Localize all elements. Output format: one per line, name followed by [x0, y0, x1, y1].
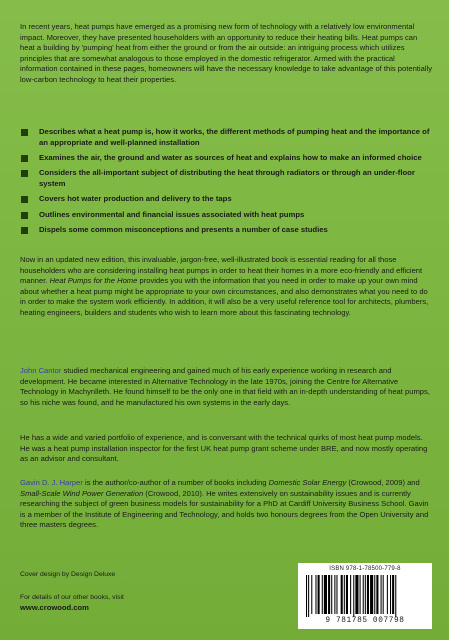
barcode-bar: [331, 575, 332, 614]
barcode-bar: [365, 575, 366, 614]
barcode-bar: [387, 575, 388, 614]
barcode-bar: [360, 575, 361, 614]
edition-text: Now in an updated new edition, this invaluable, jargon-free, well-illustrated book is essential reading for all those householders who are considering installing heat pumps in order to heat their homes in a more eco-friendly and efficient manner.: [20, 255, 423, 286]
barcode-bar: [395, 575, 396, 617]
publisher-details: [20, 593, 124, 613]
barcode-bar: [322, 575, 323, 614]
feature-text: Describes what a heat pump is, how it works, the different methods of pumping heat and the importance of an appropriate and well-planned installation: [39, 127, 430, 147]
feature-list: [20, 127, 432, 241]
intro-paragraph: In recent years, heat pumps have emerged as a promising new form of technology with a relatively low environmental impact. Moreover, they have presented householders with an opportunity to reduce their heating bills. Heat pumps can heat a building by 'pumping' heat from either the ground or from the air outside: an intriguing process which utilizes principles that are somewhat analogous to those employed in the domestic refrigerator. Armed with the practical information contained in these pages, homeowners will have the necessary knowledge to take advantage of this potentially low-carbon technology to heat their properties.: [20, 22, 433, 84]
bullet-square-icon: [21, 227, 28, 234]
barcode-bar: [344, 575, 345, 614]
barcode-bar: [390, 575, 391, 614]
details-line: For details of our other books, visit: [20, 594, 124, 601]
feature-text: Considers the all-important subject of distributing the heat through radiators or through an under-floor system: [39, 168, 415, 188]
barcode-bar: [392, 575, 394, 614]
author-bio-cantor: [20, 366, 434, 408]
barcode-bar: [346, 575, 348, 614]
barcode-bar: [311, 575, 312, 614]
author-bio-harper: [20, 478, 434, 531]
barcode-bar: [306, 575, 307, 617]
feature-item: [20, 194, 432, 205]
author-bio-cantor-continued: He has a wide and varied portfolio of experience, and is conversant with the technical quirks of most heat pump models. He was a heat pump installation inspector for the first UK heat pump grant scheme under BRE, and now mostly operating as an advisor and consultant.: [20, 433, 428, 464]
feature-text: Examines the air, the ground and water as sources of heat and explains how to make an informed choice: [39, 152, 422, 162]
author-name: Gavin D. J. Harper: [20, 478, 83, 487]
feature-text: Outlines environmental and financial issues associated with heat pumps: [39, 209, 305, 219]
barcode-icon: [306, 575, 424, 617]
barcode-bar: [350, 575, 351, 614]
bullet-square-icon: [21, 155, 28, 162]
author-name: John Cantor: [20, 366, 62, 375]
barcode-bar: [318, 575, 320, 614]
book-title: Domestic Solar Energy: [268, 478, 347, 487]
barcode-digits: 9 781785 007798: [325, 617, 405, 625]
barcode-bar: [381, 575, 382, 614]
isbn-label: ISBN 978-1-78500-779-8: [329, 566, 401, 572]
bullet-square-icon: [21, 170, 28, 177]
barcode-bar: [315, 575, 316, 614]
bullet-square-icon: [21, 129, 28, 136]
barcode-bar: [324, 575, 327, 614]
barcode-bar: [334, 575, 335, 614]
feature-item: [20, 225, 432, 236]
barcode-bar: [353, 575, 354, 617]
author-bio-text: (Crowood, 2009) and: [346, 478, 420, 487]
barcode-bar: [376, 575, 378, 614]
feature-item: [20, 210, 432, 221]
barcode-bar: [308, 575, 309, 617]
barcode-bar: [355, 575, 358, 614]
barcode-bar: [370, 575, 373, 614]
bullet-square-icon: [21, 212, 28, 219]
book-title: Small-Scale Wind Power Generation: [20, 488, 144, 498]
barcode-bar: [336, 575, 337, 614]
edition-paragraph: [20, 255, 434, 319]
barcode-bar: [383, 575, 384, 614]
barcode-bar: [363, 575, 364, 614]
bullet-square-icon: [21, 196, 28, 203]
barcode-bar: [367, 575, 369, 614]
barcode-bar: [328, 575, 330, 614]
cover-design-credit: Cover design by Design Deluxe: [20, 571, 116, 578]
barcode-panel: [298, 563, 432, 629]
author-bio-text: studied mechanical engineering and gained much of his early experience working in research and development. He became interested in Alternative Technology in the late 1970s, joining the Centre for Alternative Technology in Machynlleth. He found himself to be the only one in that field with an in-depth understanding of heat pumps, so his niche was found, and he manufactured his own systems in the early days.: [20, 366, 430, 407]
feature-item: [20, 168, 432, 189]
book-title: Heat Pumps for the Home: [49, 276, 138, 286]
feature-text: Covers hot water production and delivery to the taps: [39, 194, 232, 204]
edition-text: provides you with the information that you need in order to make up your own mind about whether a heat pump might be appropriate to your own circumstances, and also demonstrates what you need to do in order to make the system work efficiently. In addition, it will also be a very useful reference tool for architects, plumbers, heating engineers, builders and students who wish to learn more about this fascinating technology.: [20, 276, 429, 317]
barcode-bar: [341, 575, 343, 614]
publisher-url: www.crowood.com: [20, 602, 89, 612]
author-bio-text: is the author/co-author of a number of books including: [82, 478, 269, 487]
feature-item: [20, 127, 432, 148]
author-bio-text: (Crowood, 2010). He writes extensively on sustainability issues and is currently researching the subject of green business models for sustainability for a PhD at Cardiff University Business School. Gavin is a member of the Institute of Engineering and Technology, and holds two honours degrees from the Open University and three masters degrees.: [20, 488, 429, 530]
barcode-bar: [374, 575, 375, 614]
feature-text: Dispels some common misconceptions and presents a number of case studies: [39, 225, 328, 235]
feature-item: [20, 153, 432, 164]
